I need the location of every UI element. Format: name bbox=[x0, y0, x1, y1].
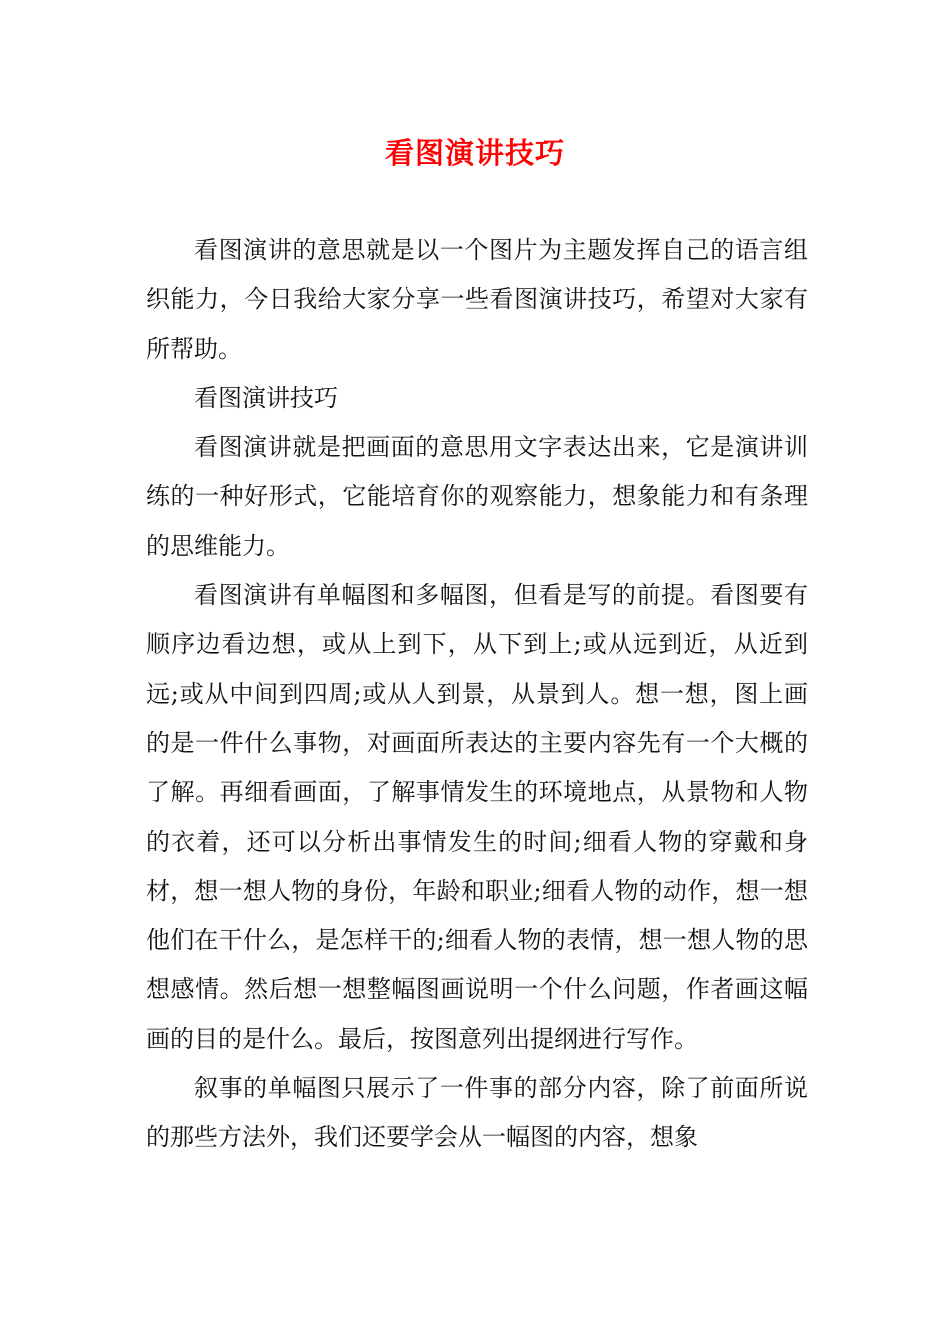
document-body bbox=[146, 226, 808, 1163]
body-paragraph: 看图演讲的意思就是以一个图片为主题发挥自己的语言组织能力，今日我给大家分享一些看图演讲技巧，希望对大家有所帮助。 bbox=[146, 236, 808, 363]
body-paragraph: 看图演讲就是把画面的意思用文字表达出来，它是演讲训练的一种好形式，它能培育你的观察能力，想象能力和有条理的思维能力。 bbox=[146, 433, 808, 560]
document-title: 看图演讲技巧 bbox=[384, 136, 565, 170]
body-paragraph: 叙事的单幅图只展示了一件事的部分内容，除了前面所说的那些方法外，我们还要学会从一幅图的内容，想象 bbox=[146, 1074, 808, 1152]
body-paragraph: 看图演讲有单幅图和多幅图，但看是写的前提。看图要有顺序边看边想，或从上到下，从下到上;或从远到近，从近到远;或从中间到四周;或从人到景，从景到人。想一想，图上画的是一件什么事物，对画面所表达的主要内容先有一个大概的了解。再细看画面，了解事情发生的环境地点，从景物和人物的衣着，还可以分析出事情发生的时间;细看人物的穿戴和身材，想一想人物的身份，年龄和职业;细看人物的动作，想一想他们在干什么，是怎样干的;细看人物的表情，想一想人物的思想感情。然后想一想整幅图画说明一个什么问题，作者画这幅画的目的是什么。最后，按图意列出提纲进行写作。 bbox=[146, 581, 808, 1053]
body-paragraph: 看图演讲技巧 bbox=[194, 383, 338, 412]
